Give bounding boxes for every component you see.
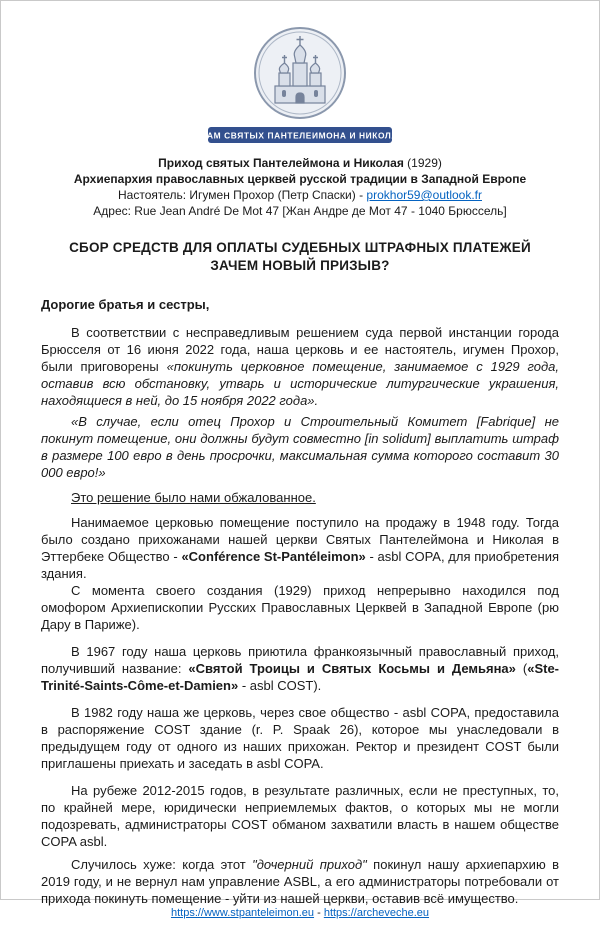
text-run: - asbl COPA, для приобретения здания.: [41, 549, 559, 581]
paragraph-1967-cost-parish: [41, 643, 559, 694]
text-run-quote: «покинуть церковное помещение, занимаемое с 1929 года, оставив всю обстановку, утварь и исторические литургические украшения, находящиеся в ней, до 15 ноября 2022 года».: [41, 359, 559, 408]
archdiocese-website-link[interactable]: https://archeveche.eu: [323, 907, 430, 919]
text-run: (: [515, 661, 528, 676]
parish-name-line: [41, 155, 559, 171]
title-line-2: ЗАЧЕМ НОВЫЙ ПРИЗЫВ?: [210, 258, 390, 273]
document-title: [41, 239, 559, 275]
text-run: покинул нашу архиепархию в 2019 году, и не вернул нам управление ASBL, а его администраторы потребовали от прихода покинуть помещение - уйти из нашей церкви, оставив всё имущество.: [41, 857, 560, 906]
paragraph-2012-2015-takeover: [41, 782, 559, 850]
text-run-bold: «Ste-Trinité-Saints-Côme-et-Damien»: [41, 661, 560, 693]
paragraph-1982-building: [41, 704, 559, 772]
text-run-quote: «В случае, если отец Прохор и Строительный Комитет [Fabrique] не покинут помещение, они должны будут совместно [in solidum] выплатить штраф в размере 100 евро в день просрочки, максимальная сумма которого составит 30 000 евро!»: [41, 414, 559, 480]
paragraph-penalty-quote: [41, 413, 559, 481]
rector-line: [41, 187, 559, 203]
salutation: Дорогие братья и сестры,: [41, 297, 210, 312]
text-run-quote: "дочерний приход": [252, 857, 367, 872]
paragraph-1929-omophorion: [41, 582, 559, 633]
rector-label: Настоятель: Игумен Прохор (Петр Спаски) -: [118, 188, 367, 202]
text-run: В 1982 году наша же церковь, через свое общество - asbl COPA, предоставила в распоряжение COST здание (r. P. Spaak 26), которое мы унаследовали в предыдущем году от одного из наших прихожан. Ректор и президент COST были приглашены приехать и заседать в asbl COPA.: [41, 705, 559, 771]
text-run: На рубеже 2012-2015 годов, в результате различных, если не преступных, то, по крайней мере, юридически неприемлемых фактов, о которых мы не могли подозревать, администраторы COST обманом захватили власть в нашем обществе COPA asbl.: [41, 783, 559, 849]
archdiocese-line: Архиепархия православных церквей русской традиции в Западной Европе: [73, 172, 527, 186]
address-line: Адрес: Rue Jean André De Mot 47 [Жан Андре де Мот 47 - 1040 Брюссель]: [93, 204, 507, 218]
text-run: В 1967 году наша церковь приютила франкоязычный православный приход, получивший название:: [41, 644, 559, 676]
rector-email-link[interactable]: prokhor59@outlook.fr: [366, 188, 482, 202]
paragraph-1948-purchase: [41, 514, 559, 582]
paragraph-court-decision: [41, 324, 559, 409]
footer-links: [41, 907, 559, 925]
text-run-bold: «Святой Троицы и Святых Косьмы и Демьяна»: [188, 661, 516, 676]
church-seal-icon: [180, 23, 420, 149]
title-line-1: СБОР СРЕДСТВ ДЛЯ ОПЛАТЫ СУДЕБНЫХ ШТРАФНЫХ ПЛАТЕЖЕЙ: [69, 240, 531, 255]
text-run-bold: «Conférence St-Pantéleimon»: [181, 549, 366, 564]
text-run: - asbl COST).: [238, 678, 322, 693]
text-run-underlined: Это решение было нами обжалованное.: [71, 490, 316, 505]
text-run: Нанимаемое церковью помещение поступило на продажу в 1948 году. Тогда было создано прихожанами нашей церкви Святых Пантелеймона и Николая в Эттербеке Общество -: [41, 515, 559, 564]
text-run: В соответствии с несправедливым решением суда первой инстанции города Брюсселя от 16 июня 2022 года, наша церковь и ее настоятель, игумен Прохор, были приговорены: [41, 325, 559, 374]
text-run: С момента своего создания (1929) приход непрерывно находился под омофором Архиепископии Русских Православных Церквей в Западной Европе (рю Дару в Париже).: [41, 583, 559, 632]
parish-name: Приход святых Пантелеймона и Николая: [158, 156, 404, 170]
parish-website-link[interactable]: https://www.stpanteleimon.eu: [170, 907, 315, 919]
parish-year: (1929): [403, 156, 442, 170]
parish-logo: [41, 23, 559, 149]
text-run: Случилось хуже: когда этот: [71, 857, 253, 872]
paragraph-appeal-note: [41, 489, 559, 506]
paragraph-2019-departure: [41, 856, 559, 907]
footer-separator: -: [314, 907, 324, 919]
logo-banner-text: ХРАМ СВЯТЫХ ПАНТЕЛЕИМОНА И НИКОЛАЯ: [195, 130, 405, 141]
letter-body: [41, 324, 559, 907]
letterhead: [41, 155, 559, 219]
